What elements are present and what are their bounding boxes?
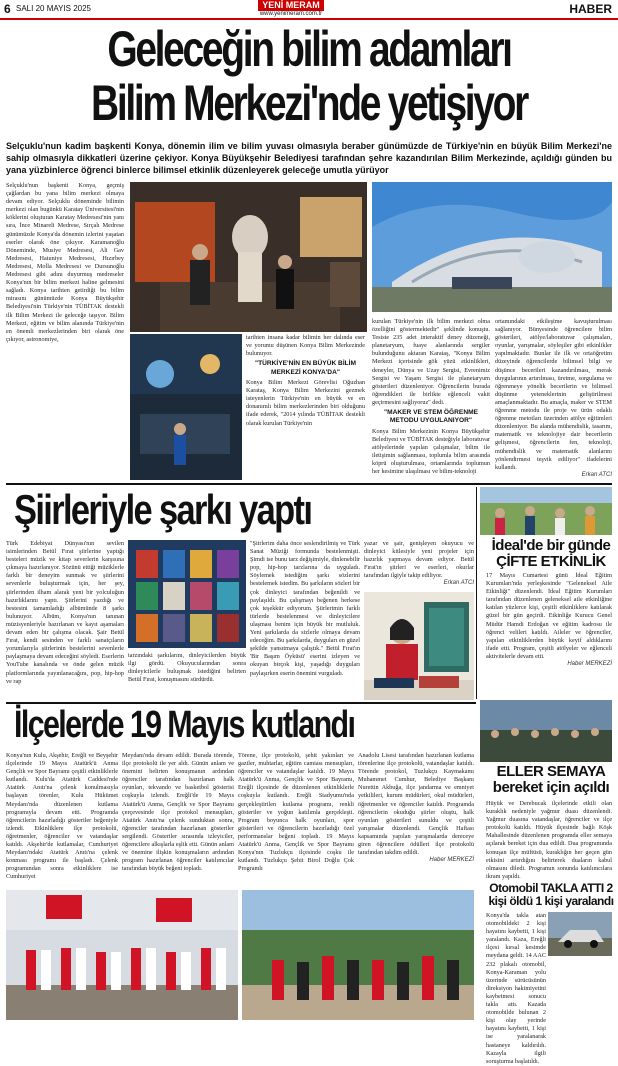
page-number: 6 <box>4 2 11 16</box>
sidebar-story-1 <box>486 572 612 696</box>
poetry-byline: Erkan ATCI <box>443 580 474 587</box>
book-cover <box>163 550 185 578</box>
poetry-books-photo <box>128 540 246 648</box>
poet-portrait-photo <box>364 592 474 700</box>
ideal-event-photo <box>480 487 612 535</box>
book-cover <box>136 582 158 610</box>
poetry-column-1-text: Türk Edebiyat Dünyası'nın sevilen isimlerinden Betül Fırat şiirlerine yaptığı besteleri müzik ve kitap severlerin karşısına çıkmaya hazırlanıyor. Sözünü ettiği müziklerle farklı bir deneyim sunmak ve şiirlerini sevenlerle buluşturmak için, her şey, şiirlerinden ilham alarak yeni bir yolculuğun hazırlıklarını yaptı. Şiirlerini yazdığı ve bestesini tamamladığı albümünde 8 şarkı bulunuyor. Albüm, Konya'nın tanınan müzisyenleriyle hazırlanan ve kayıt aşamaları devam eden bir çalışma olacak. Şair Betül Fırat, kendi sesinden ve farklı sanatçıların yorumlarıyla şiirlerinin bestelerini sevenlerle paylaşmaya devam edeceğini söyledi. Eserlerin YouTube kanalında ve önde gelen müzik platformlarında yayınlanacağını, pop, hip-hop ve rap <box>6 540 124 685</box>
ceremony-column-1-text: Konya'nın Kulu, Akşehir, Ereğli ve Beyşehir ilçelerinde 19 Mayıs Atatürk'ü Anma Gençlik ve Spor Bayramı çeşitli etkinliklerle kutlandı. Kulu'da Atatürk Caddesi'nde Atatürk Anıtı'na çelenk konulmasıyla başlayan törenler, Kulu Hükümet Meydanı'nda düzenlenen kutlama programıyla devam etti. Programda öğrencilerin hazırladığı gösteriler beğeniyle izlendi. Etkinliklere ilçe protokolü, öğretmenler, öğrenciler ve vatandaşlar katıldı. Akşehir'de kutlamalar, Cumhuriyet Meydanı'ndaki Atatürk Anıtı'na çelenk konması programı ile başladı. Çelenk programından sonra etkinliklere ise Cumhuriyet <box>6 752 118 881</box>
poetry-column-2 <box>128 652 246 700</box>
book-cover <box>190 614 212 642</box>
section-label: HABER <box>569 2 612 16</box>
sidebar-headline-2: ELLER SEMAYA bereket için açıldı <box>492 763 610 796</box>
issue-date: SALI 20 MAYIS 2025 <box>16 4 92 13</box>
poetry-headline: Şiirleriyle şarkı yaptı <box>14 486 312 533</box>
lead-column-2-text: tarihten insana kadar bilimin her dalında eser ve yorumu düşünen Konya Bilim Merkezinde bulunuyor. <box>246 334 365 358</box>
sidebar-headline-1: İdeal'de bir günde ÇİFTE ETKİNLİK <box>491 537 611 570</box>
ceremony-photo-1 <box>6 890 238 1020</box>
poetry-column-2-text: tarzındaki şarkılarını, dinleyicilerden büyük ilgi gördü. Okuyucularından sonra dinleyicilerle buluşmak istediğini belirten Betül Fırat, konuşmasını sürdürdü. <box>128 652 246 684</box>
book-cover <box>163 614 185 642</box>
ceremony-byline: Haber MERKEZİ <box>429 857 474 864</box>
section-divider <box>6 483 612 485</box>
sidebar-story-1-text: 17 Mayıs Cumartesi günü İdeal Eğitim Kurumları'nda yerleşkesinde "Geleneksel Aile Etkinliği" düzenlendi. İdeal Eğitim Kurumları tarafından düzenlenen geleneksel aile etkinliğine katılan yüzlerce kişi, çeşitli etkinliklere katılarak güzel bir gün geçirdi. Etkinliğe Kurucu Genel Müdür Hamdi Erdoğan ve eğitim kadrosu ile öğrenci velileri katıldı. Aileler ve öğrenciler, yapılan etkinliklerden büyük keyif aldıklarını ifade etti. Program, çeşitli atölyeler ve eğlenceli aktivitelerle devam etti. <box>486 572 612 660</box>
book-cover <box>136 550 158 578</box>
sidebar-story-2 <box>486 800 612 880</box>
lead-standfirst: Selçuklu'nun kadim başkenti Konya, dönemin ilim ve bilim yuvası olmasıyla beraber günümüzde de Türkiye'nin en büyük Bilim Merkezi'ne sahip olmasıyla dikkatleri üzerine çekiyor. Konya Büyükşehir Belediyesi tarafından şehre kazandırılan Bilim Merkezinde, açıldığı günden bu yana yüzbinlerce öğrenci binlerce bilimsel etkinlik düzenleyerek geleceğe umutla yürüyor <box>6 141 612 175</box>
lead-subhead-2: "MAKER VE STEM ÖĞRENME METODU UYGULANIYOR" <box>384 409 478 425</box>
ceremony-column-2 <box>122 752 234 888</box>
poetry-column-1 <box>6 540 124 702</box>
lead-column-4-text: ortamındaki etkileşime kavuşturulması sağlanıyor. Bünyesinde öğrencilere bilim gösterileri, atölye/laboratuvar çalışmaları, oyunlar, yarışmalar, söyleşiler gibi etkinlikler yapılmaktadır. Bunlar ile ilk ve ortaöğretim düzeyinde öğrencilerde bilimsel bilgi ve düşünce becerileri kazandırılması, merak duygularının artırılması, üretme, sorgulama ve öğrenmeye yönelik becerilerin ve bilimsel düşünme yeteneklerinin geliştirilmesi amaçlanmaktadır. Bu amaçla, maker ve STEM öğrenme metodu ile proje ve ürün odaklı öğrenme metotları üzerinden atölye eğitimleri düzenleniyor. Bu alanda mühendislik, tasarım, matematik ve teknolojiye dair becerilerin gelişmesi, öğrencilerin fen, teknoloji, mühendislik ve matematik alanlarını yönlendirmesi teşvik ediliyor" ifadelerini kullandı. <box>495 318 612 471</box>
crash-photo <box>548 912 612 956</box>
sidebar-story-2-text: Hüyük ve Derebucak ilçelerinde etkili olan kuraklık nedeniyle yağmur duası düzenlendi. Yağmur duasına vatandaşlar, öğrenciler ve ilçe protokolü katıldı. Hüyük ilçesinde bağlı Köşk Mahallesinde düzenlenen programda eller semaya açılarak bereket için dua edildi. Dua programında konuşan ilçe müftüsü, kuraklığın her geçen gün etkisini artırdığını belirterek duaların kabul olmasını diledi. Programın sonunda katılımcılara ikram yapıldı. <box>486 800 612 880</box>
ceremony-photo-2 <box>242 890 474 1020</box>
bilim-merkezi-building-photo <box>372 182 612 312</box>
sidebar-story-3-text: Konya'da takla atan otomobildeki 2 kişi hayatını kaybetti, 1 kişi yaralandı. Kaza, Ereğli ilçesi kırsal kesimde meydana geldi. 14 AAC 232 plakalı otomobil, Konya-Karaman yolu üzerinde sürücüsünün direksiyon hakimiyetini kaybetmesi sonucu takla attı. Kazada otomobilde bulunan 2 kişi olay yerinde hayatını kaybetti, 1 kişi ise yaralanarak hastaneye kaldırıldı. Kazayla ilgili soruşturma başlatıldı. <box>486 912 546 1065</box>
lead-byline: Erkan ATCI <box>581 471 612 478</box>
lead-column-2-text-2: Konya Bilim Merkezi Görevlisi Oğuzhan Karataş, Konya Bilim Merkezini gezmek isteyenlerin Türkiye'nin en büyük ve en donanımlı bilim merkezlerinden biri olduğunu ifade ederek, "2014 yılında TÜBİTAK destekli olarak kurulan Türkiye'nin <box>246 379 365 427</box>
ceremony-column-4 <box>358 752 474 888</box>
book-cover <box>217 550 239 578</box>
book-cover <box>190 550 212 578</box>
ceremony-column-4-text: Anadolu Lisesi tarafından hazırlanan kutlama törenlerine ilçe protokolü, vatandaşlar katıldı. Törende protokol, Tuzlukçu Kaymakamı Muhammet Cumhur, Belediye Başkanı Nurettin Akbuğa, ilçe jandarma ve emniyet yetkilileri, kurum müdürleri, okul müdürleri, öğretmenler ve öğrenciler katıldı. Programda öğrencilerin okuduğu şiirler oluştu, halk oyunları gösterileri sunuldu ve çeşitli yarışmalar düzenlendi. Gençlik Haftası kapsamında yapılan yarışmalarda dereceye giren öğrencilere ödülleri ilçe protokolü tarafından takdim edildi. <box>358 752 474 857</box>
sidebar-story-3 <box>486 912 546 1065</box>
ceremony-headline: İlçelerde 19 Mayıs kutlandı <box>14 704 355 746</box>
book-cover <box>217 614 239 642</box>
sidebar-byline-1: Haber MERKEZİ <box>567 661 612 668</box>
lead-column-4 <box>495 318 612 480</box>
poetry-column-3 <box>250 540 360 702</box>
page-header <box>0 0 618 20</box>
poetry-column-4-text: yazar ve şair, genişleyen okuyucu ve dinleyici kitlesiyle yeni projeler için hazırlık yapmaya devam ediyor. Betül Fırat'ın şiirleri ve eserleri, okurlar tarafından ilgiyle takip ediliyor. <box>364 540 474 580</box>
bilim-merkezi-exhibit-photo <box>130 182 367 332</box>
book-cover <box>190 582 212 610</box>
book-cover <box>163 582 185 610</box>
book-cover <box>217 582 239 610</box>
lead-column-2 <box>246 334 365 484</box>
lead-subhead-1: "TÜRKİYE'NİN EN BÜYÜK BİLİM MERKEZİ KONYA'DA" <box>254 360 357 376</box>
column-rule <box>476 487 477 699</box>
lead-column-1 <box>6 182 124 343</box>
book-cover <box>136 614 158 642</box>
poetry-column-3-text: "Şiirlerim daha önce seslendirilmiş ve Türk Sanat Müziği formunda bestelenmişti. Şimdi ise bunu tarz değişimiyle, dinlenebilir pop, hip-hop tarzlarına da uyguladı. Söylemek istediğim şarkı sözlerini bestelemek istedim. Bu şarkıların sözleri bir çok dinleyici tarafından beğenildi ve paylaşıldı. Bu çalışmayı beğenen herkese çok teşekkür ediyorum. Şiirlerimin farklı türlerde bestelenmesi ve dinleyicilere ulaşması benim için büyük bir mutluluk. Yeni şarkılarda da sizlerle olmaya devam edeceğim. Bu şarkılarda, duyguları en güzel şekilde yansıtmaya çalıştık." Betül Fırat'ın 'Bir Başım Öyküsü' eserini izleyen ve okuyan birçok kişi, yaşadığı duyguları paylaşırken eserin önemini vurguladı. <box>250 540 360 677</box>
newspaper-logo: YENİ MERAM <box>258 0 324 11</box>
rain-prayer-photo <box>480 700 612 762</box>
poetry-column-4 <box>364 540 474 588</box>
lead-column-3 <box>372 318 490 480</box>
lead-headline-line1: Geleceğin bilim adamları <box>107 21 511 77</box>
bilim-merkezi-visitors-photo <box>130 334 242 480</box>
website-url[interactable]: www.yenimeram.com.tr <box>259 11 323 17</box>
ceremony-column-1 <box>6 752 118 888</box>
ceremony-column-3 <box>238 752 354 888</box>
sidebar-headline-3: Otomobil TAKLA ATTI 2 kişi öldü 1 kişi yaralandı <box>488 881 614 908</box>
lead-column-1-text: Selçuklu'nun başkenti Konya, geçmiş çağlardan bu yana bilim merkezi olmaya devam ediyor. Selçuklu döneminde bilimin merkezi olan bugünkü Karatay Üniversitesi'nin köklerini oluşturan Karatay Medresesi'nin yanı sıra, İnce Minareli Medrese, Sırçalı Medrese günümüzde Konya'da dönemin izlerini yaşatan eserler olarak öne çıkıyor. Karamanoğlu Döneminde, Musiye Medresesi, Ali Gav Medresesi, Hatuniye Medresesi, Hızırbey Medresesi, Molla Medresesi ve Dursunoğlu Medresesi gibi adını duyurmuş medreseler Konya'nın bir bilim merkezi haline gelmesini sağladı. Konya tarihten getirdiği bu bilim mirasını günümüzde Konya Büyükşehir Belediyesi'nin Türkiye'nin TÜBİTAK destekli ilk Bilim Merkezi ile geleceğe taşıyor. Bilim Merkezi, eğitim ve bilim alanında Türkiye'nin en önemli merkezlerinden biri olarak öne çıkıyor, astronomiye, <box>6 182 124 343</box>
lead-column-3-text-2: Konya Bilim Merkezinin Konya Büyükşehir Belediyesi ve TÜBİTAK desteğiyle laboratuvar atölyelerinde yapılan çalışmalar, bilim ile iletişimin sağlanması, toplumla bilim arasında köprü oluşturulması, ortamlarında toplumun her kesimine ulaşılması ve bilim-teknoloji <box>372 427 490 476</box>
lead-headline-line2: Bilim Merkezi'nde yetişiyor <box>91 75 527 131</box>
ceremony-column-3-text: Törene, ilçe protokolü, şehit yakınları ve gaziler, muhtarlar, eğitim camiası mensupları, öğrenciler ve vatandaşlar katıldı. 19 Mayıs Atatürk'ü Anma, Gençlik ve Spor Bayramı, Ereğli ilçesinde de düzenlenen etkinliklerle coşkuyla kutlandı. Ereğli Stadyumu'nda gerçekleştirilen kutlama programı, renkli gösteriler ve yoğun katılımla gerçekleşti. Program boyunca halk oyunları, spor gösterileri ve öğrencilerin hazırladığı özel performanslar beğeni topladı. 19 Mayıs Atatürk'ü Anma, Gençlik ve Spor Bayramı Konya'nın Tuzlukçu ilçesinde coşku ile kutlandı. Tuzlukçu Şehit Birol Doğlu Çok Programlı <box>238 752 354 873</box>
lead-column-3-text: kurulan Türkiye'nin ilk bilim merkezi olma özelliğini göstermektedir" şeklinde konuştu. Tesiste 235 adet interaktif deney düzeneği, planetaryum, fuaye alanlarında sergiler bulunduğunu aktaran Karataş, "Konya Bilim Merkezi içerisinde gök yüzü etkinlikleri, deneyler, Dünya ve Uzay Sergisi, Evrenimiz Sergisi ve Yaşam Sergisi ile planetaryum gösterileri düzenleniyor. Öğrencilerin burada öğrendikleri ile birlikte eğlenceli vakit geçirmesini sağlıyoruz" dedi. <box>372 318 490 406</box>
ceremony-column-2-text: Meydanı'nda devam edildi. Burada törende, ilçe protokolü ile yer aldı. Günün anlam ve önemini belirten konuşmanın ardından öğrenciler tarafından hazırlanan halk oyunları, tekvando ve basketbol gösterisi coşkuyla izlendi. Ereğli'de 19 Mayıs Atatürk'ü Anma, Gençlik ve Spor Bayramı çerçevesinde ilçe protokol mensupları, Atatürk Anıtı'na çelenk sunduktan sonra, öğrenciler tarafından hazırlanan gösteriler sergilendi. Gösteriler sırasında izleyiciler, öğrencilere alkışlarla eşlik etti. Günün anlam ve önemine ilişkin konuşmaların ardından program hazırlanan öğrenciler katılımcılar tarafından büyük beğeni topladı. <box>122 752 234 873</box>
